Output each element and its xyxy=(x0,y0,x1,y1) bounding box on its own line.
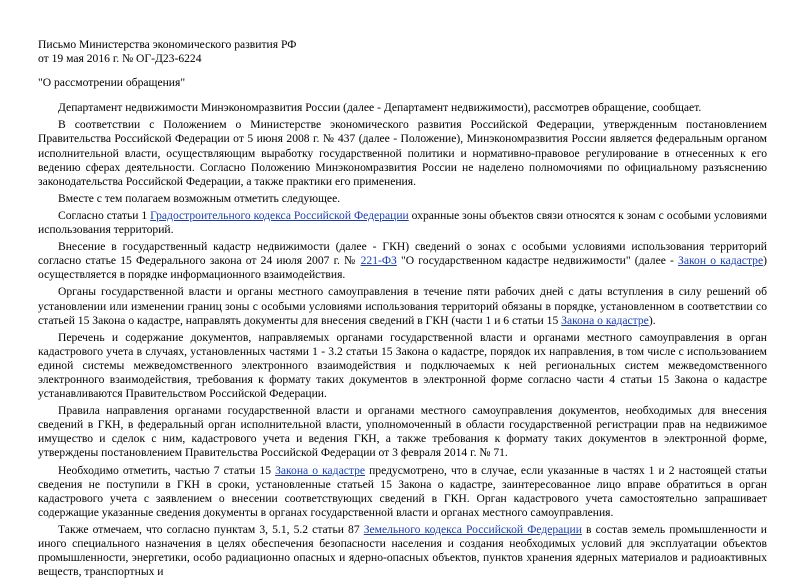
paragraph-9 xyxy=(38,464,767,520)
paragraph-10-text-a: Также отмечаем, что согласно пунктам 3, 5.1, 5.2 статьи 87 xyxy=(58,522,364,536)
paragraph-7: Перечень и содержание документов, направляемых органами государственной власти и органами местного самоуправления в орган кадастрового учета в случаях, установленных частями 1 - 3.2 статьи 15 Закона о кадастре, порядок их направления, в том числе с использованием единой системы межведомственного электронного взаимодействия и подключаемых к ней региональных систем межведомственного электронного взаимодействия, требования к формату таких документов в электронной форме согласно части 4 статьи 15 Закона о кадастре устанавливаются Правительством Российской Федерации. xyxy=(38,330,767,401)
link-urban-planning-code[interactable]: Градостроительного кодекса Российской Федерации xyxy=(150,208,409,222)
paragraph-4 xyxy=(38,209,767,237)
paragraph-5 xyxy=(38,240,767,282)
link-cadastre-law-3[interactable]: Закона о кадастре xyxy=(275,463,366,477)
paragraph-6-text-a: Органы государственной власти и органы местного самоуправления в течение пяти рабочих дней с даты вступления в силу решений об установлении или изменении границ зоны с особыми условиями использования территорий обязаны в порядке, установленном в соответствии со статьей 15 Закона о кадастре, направлять документы для внесения сведений в ГКН (части 1 и 6 статьи 15 xyxy=(38,285,767,327)
link-cadastre-law[interactable]: Закон о кадастре xyxy=(678,254,764,268)
paragraph-9-text-b: предусмотрено, что в случае, если указанные в частях 1 и 2 настоящей статьи сведения не поступили в ГКН в сроки, установленные статьей 15 Закона о кадастре, заинтересованное лицо вправе обратиться в орган кадастрового учета с заявлением о внесении соответствующих сведений в ГКН. Орган кадастрового учета самостоятельно запрашивает содержащие указанные сведения документы в органах государственной власти и органах местного самоуправления. xyxy=(38,463,767,519)
paragraph-1: Департамент недвижимости Минэкономразвития России (далее - Департамент недвижимости), рассмотрев обращение, сообщает. xyxy=(58,101,702,115)
paragraph-10-text-b: в состав земель промышленности и иного специального назначения в целях обеспечения безопасности населения и создания необходимых условий для эксплуатации объектов промышленности, энергетики, особо радиационно опасных и ядерно-опасных объектов, пунктов хранения ядерных материалов и радиоактивных веществ, транспортных и xyxy=(38,522,768,579)
document-header-line-1: Письмо Министерства экономического развития РФ xyxy=(38,38,297,51)
paragraph-4-text-b: охранные зоны объектов связи относятся к зонам с особыми условиями использования территорий. xyxy=(38,208,767,237)
paragraph-9-text-a: Необходимо отметить, частью 7 статьи 15 xyxy=(58,463,276,477)
link-221-fz[interactable]: 221-ФЗ xyxy=(360,254,397,268)
link-land-code[interactable]: Земельного кодекса Российской Федерации xyxy=(363,522,582,536)
paragraph-5-text-a: Внесение в государственный кадастр недвижимости (далее - ГКН) сведений о зонах с особыми условиями использования территорий согласно статье 15 Федерального закона от 24 июля 2007 г. № xyxy=(38,240,767,268)
paragraph-6-text-b: ). xyxy=(648,313,656,327)
paragraph-6 xyxy=(38,285,767,327)
document-header-line-2: от 19 мая 2016 г. № ОГ-Д23-6224 xyxy=(38,52,202,66)
paragraph-3: Вместе с тем полагаем возможным отметить следующее. xyxy=(58,191,341,205)
paragraph-4-text-a: Согласно статьи 1 xyxy=(58,208,151,222)
link-cadastre-law-2[interactable]: Закона о кадастре xyxy=(561,313,649,327)
document-title: "О рассмотрении обращения" xyxy=(38,76,186,90)
paragraph-5-text-c: ) осуществляется в порядке информационного взаимодействия. xyxy=(38,254,767,282)
paragraph-8: Правила направления органами государственной власти и органами местного самоуправления документов, необходимых для внесения сведений в ГКН, в федеральный орган исполнительной власти, уполномоченный в области государственной регистрации прав на недвижимое имущество и сделок с ним, кадастрового учета и ведения ГКН, а также требования к формату таких документов в электронной форме, утверждены постановлением Правительства Российской Федерации от 3 февраля 2014 г. № 71. xyxy=(38,404,767,460)
paragraph-2: В соответствии с Положением о Министерстве экономического развития Российской Федерации, утвержденным постановлением Правительства Российской Федерации от 5 июня 2008 г. № 437 (далее - Положение), Минэкономразвития России является федеральным органом исполнительной власти, осуществляющим выработку государственной политики и нормативно-правовое регулирование в отнесенных к его ведению сферах деятельности. Согласно Положению Минэкономразвития России не наделено полномочиями по официальному разъяснению законодательства Российской Федерации, а также практики его применения. xyxy=(38,118,767,188)
paragraph-5-text-b: "О государственном кадастре недвижимости" (далее - xyxy=(396,254,679,268)
document-page xyxy=(38,38,767,579)
